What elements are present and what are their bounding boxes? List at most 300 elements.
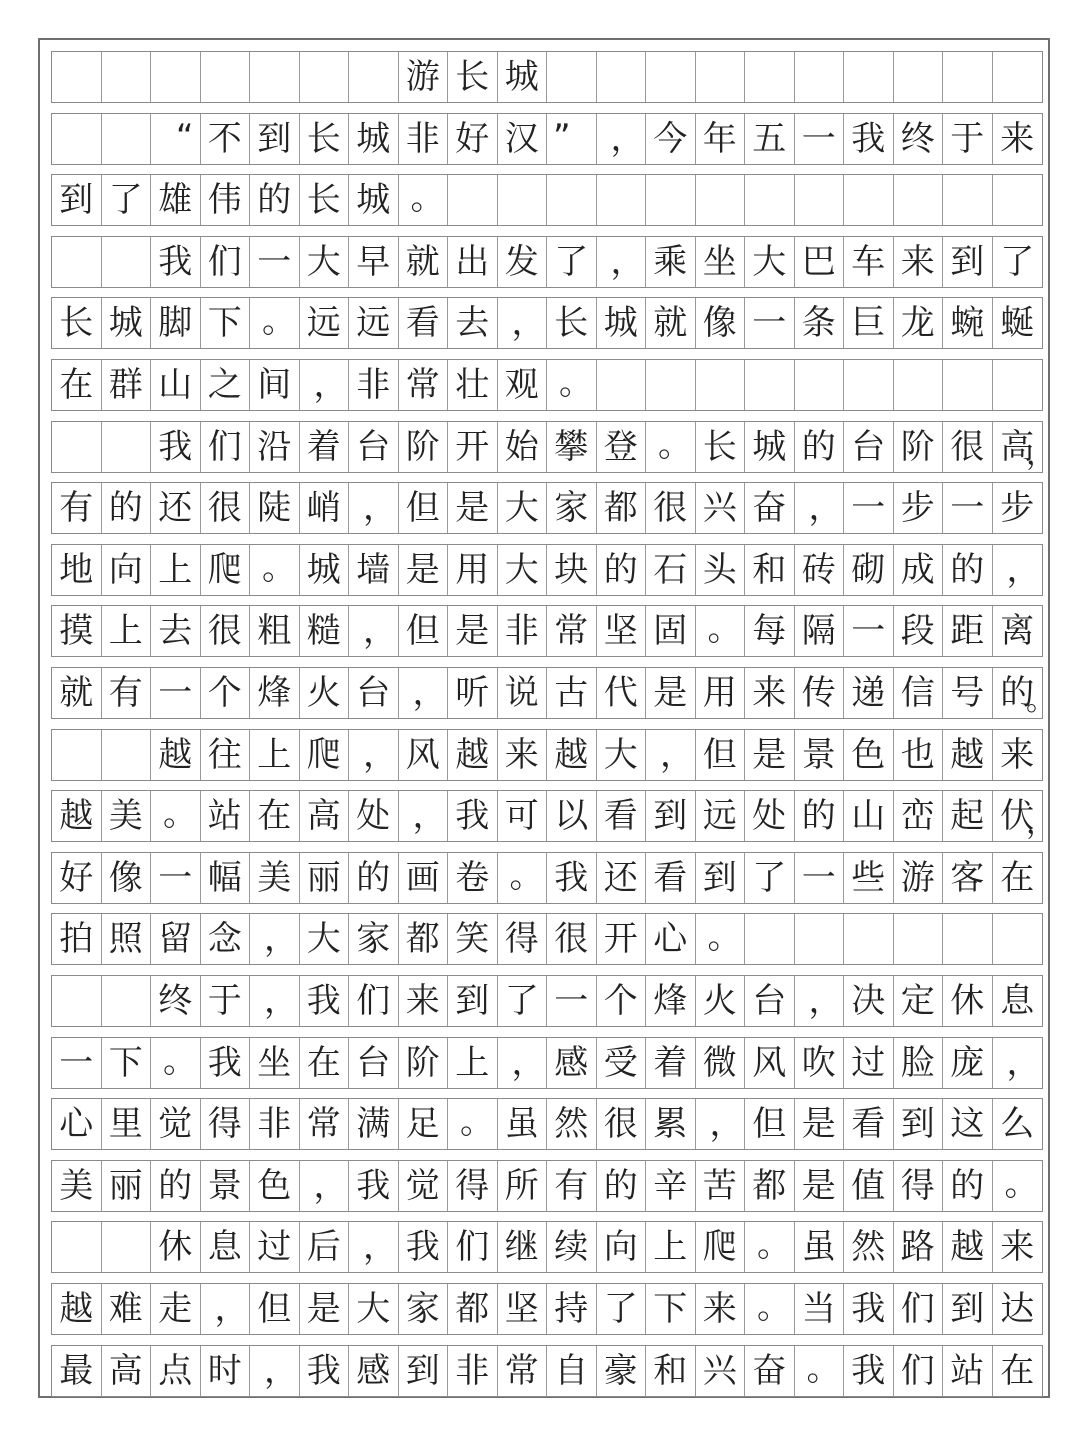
grid-cell: 了 (102, 175, 152, 225)
grid-cell: 休 (151, 1222, 201, 1272)
grid-cell: ， (399, 668, 449, 718)
grid-cell: 车 (844, 237, 894, 287)
grid-cell (52, 730, 102, 780)
grid-cell: 越 (448, 730, 498, 780)
overflow-punctuation: 。 (1026, 683, 1056, 718)
grid-cell: 始 (498, 422, 548, 472)
text-row (51, 1283, 1043, 1335)
grid-cell: 的 (597, 545, 647, 595)
grid-cell: 去 (151, 606, 201, 656)
grid-cell (745, 52, 795, 102)
grid-cell: 以 (547, 791, 597, 841)
grid-cell: 到 (52, 175, 102, 225)
grid-cell: 然 (844, 1222, 894, 1272)
text-row (51, 544, 1043, 596)
grid-cell: 到 (943, 1284, 993, 1334)
text-row (51, 852, 1043, 904)
grid-cell: 得 (498, 914, 548, 964)
grid-cell: 台 (349, 1038, 399, 1088)
grid-cell: 达 (1000, 1289, 1035, 1329)
grid-cell: 起 (943, 791, 993, 841)
grid-cell: 大 (300, 914, 350, 964)
grid-cell: 大 (498, 483, 548, 533)
grid-cell: 汉 (498, 114, 548, 164)
grid-cell: 都 (597, 483, 647, 533)
text-row (51, 790, 1056, 842)
grid-cell: 。 (151, 791, 201, 841)
grid-cell: 续 (547, 1222, 597, 1272)
grid-cell (646, 175, 696, 225)
grid-cell: 们 (201, 237, 251, 287)
grid-cell: 们 (448, 1222, 498, 1272)
grid-cell: 去 (448, 298, 498, 348)
grid-cell: 的 (597, 1161, 647, 1211)
grid-cell: 长 (300, 114, 350, 164)
grid-cell: 好 (52, 853, 102, 903)
text-row (51, 1037, 1043, 1089)
grid-cell: 可 (498, 791, 548, 841)
grid-cell: 城 (102, 298, 152, 348)
grid-cell (102, 52, 152, 102)
grid-cell: 。 (250, 298, 300, 348)
grid-cell: 留 (151, 914, 201, 964)
grid-cell: 之 (201, 360, 251, 410)
grid-cell: 休 (943, 976, 993, 1026)
grid-cell (102, 976, 152, 1026)
grid-cell: 值 (844, 1161, 894, 1211)
grid-cell: 然 (547, 1099, 597, 1149)
grid-cell: 受 (597, 1038, 647, 1088)
grid-cell: 虽 (795, 1222, 845, 1272)
grid-cell: 来 (1000, 734, 1035, 775)
grid-cell: 山 (151, 360, 201, 410)
grid-cell: 过 (844, 1038, 894, 1088)
grid-cell: ， (300, 1161, 350, 1211)
grid-cell: 峭 (300, 483, 350, 533)
grid-cell: 也 (894, 730, 944, 780)
grid-cell: 距 (943, 606, 993, 656)
grid-cell: 我 (844, 114, 894, 164)
grid-cell: 足 (399, 1099, 449, 1149)
grid-cell: 高 ， (1000, 426, 1056, 472)
text-row (51, 113, 1043, 165)
grid-cell: 糙 (300, 606, 350, 656)
grid-cell: 蜒 (1000, 303, 1035, 344)
grid-cell (102, 422, 152, 472)
grid-cell: 远 (300, 298, 350, 348)
grid-cell (696, 175, 746, 225)
grid-cell: ， (795, 976, 845, 1026)
text-row (51, 359, 1043, 411)
text-row (51, 975, 1043, 1027)
grid-cell: 长 (547, 298, 597, 348)
grid-cell: 下 (201, 298, 251, 348)
grid-cell: 一 (250, 237, 300, 287)
grid-cell: 用 (696, 668, 746, 718)
grid-cell: 么 (1000, 1104, 1035, 1145)
grid-cell: 走 (151, 1284, 201, 1334)
grid-cell: 有 (52, 483, 102, 533)
grid-cell: 远 (349, 298, 399, 348)
grid-cell: 了 (1000, 241, 1035, 282)
text-row (51, 174, 1043, 226)
grid-cell: 我 (349, 1161, 399, 1211)
text-row (51, 913, 1043, 965)
grid-cell: 拍 (52, 914, 102, 964)
grid-cell: 当 (795, 1284, 845, 1334)
grid-cell: 是 (795, 1161, 845, 1211)
grid-cell: 累 (646, 1099, 696, 1149)
grid-cell (844, 175, 894, 225)
grid-cell (993, 175, 1043, 225)
grid-cell (52, 52, 102, 102)
grid-cell: ， (597, 114, 647, 164)
grid-cell: 微 (696, 1038, 746, 1088)
grid-cell: 了 (745, 853, 795, 903)
grid-cell (894, 52, 944, 102)
grid-cell: 就 (52, 668, 102, 718)
grid-cell: 看 (597, 791, 647, 841)
grid-cell: 的 (349, 853, 399, 903)
grid-cell: 。 (646, 422, 696, 472)
grid-cell: 游 (894, 853, 944, 903)
grid-cell: 得 (201, 1099, 251, 1149)
grid-cell: 风 (399, 730, 449, 780)
grid-cell: ， (1006, 1042, 1041, 1083)
grid-cell: 一 (151, 668, 201, 718)
grid-cell: 感 (547, 1038, 597, 1088)
grid-cell: 但 (250, 1284, 300, 1334)
grid-cell: 。 (498, 853, 548, 903)
grid-cell: 终 (151, 976, 201, 1026)
grid-cell: 丽 (102, 1161, 152, 1211)
grid-cell: 看 (646, 853, 696, 903)
grid-cell: 于 (943, 114, 993, 164)
grid-cell: 兴 (696, 483, 746, 533)
grid-cell: ， (201, 1284, 251, 1334)
grid-cell: 到 (250, 114, 300, 164)
grid-cell: 时 (201, 1346, 251, 1396)
grid-cell: ， (349, 1222, 399, 1272)
grid-cell: 是 (745, 730, 795, 780)
grid-cell: 一 (745, 298, 795, 348)
grid-cell: ， (696, 1099, 746, 1149)
grid-cell: 很 (646, 483, 696, 533)
grid-cell: 美 (102, 791, 152, 841)
grid-cell: 粗 (250, 606, 300, 656)
grid-cell: 大 (498, 545, 548, 595)
grid-cell (745, 914, 795, 964)
grid-cell: 处 (349, 791, 399, 841)
grid-cell: 烽 (646, 976, 696, 1026)
grid-cell: 一 (547, 976, 597, 1026)
grid-cell (547, 52, 597, 102)
grid-cell: 里 (102, 1099, 152, 1149)
grid-cell: 我 (448, 791, 498, 841)
grid-cell: 石 (646, 545, 696, 595)
grid-cell: 砖 (795, 545, 845, 595)
text-row (51, 1345, 1043, 1397)
grid-cell: 龙 (894, 298, 944, 348)
grid-cell: 攀 (547, 422, 597, 472)
grid-cell: 我 (201, 1038, 251, 1088)
grid-cell: 常 (399, 360, 449, 410)
text-row (51, 729, 1043, 781)
grid-cell: 最 (52, 1346, 102, 1396)
grid-cell: 摸 (52, 606, 102, 656)
grid-cell: 爬 (201, 545, 251, 595)
grid-cell: 爬 (300, 730, 350, 780)
grid-cell: 。 (399, 175, 449, 225)
grid-cell: 家 (547, 483, 597, 533)
grid-cell: 卷 (448, 853, 498, 903)
grid-cell: 号 (943, 668, 993, 718)
grid-cell: 是 (300, 1284, 350, 1334)
grid-cell: 非 (498, 606, 548, 656)
grid-cell: 念 (201, 914, 251, 964)
grid-cell: 。 (696, 914, 746, 964)
grid-cell (52, 237, 102, 287)
grid-cell: ， (1006, 549, 1041, 590)
grid-cell: 和 (745, 545, 795, 595)
title-row (51, 51, 1043, 103)
grid-cell: 到 (646, 791, 696, 841)
grid-cell: 一 (943, 483, 993, 533)
grid-cell: 巨 (844, 298, 894, 348)
grid-cell (894, 175, 944, 225)
grid-cell: 。 (745, 1222, 795, 1272)
grid-cell: 过 (250, 1222, 300, 1272)
manuscript-paper (38, 38, 1056, 1398)
grid-cell: 出 (448, 237, 498, 287)
grid-cell: 风 (745, 1038, 795, 1088)
grid-cell: ， (349, 606, 399, 656)
grid-cell: 长 (52, 298, 102, 348)
grid-cell: 观 (498, 360, 548, 410)
grid-cell (151, 52, 201, 102)
grid-cell (646, 360, 696, 410)
grid-cell: 着 (300, 422, 350, 472)
grid-cell: 步 (1000, 488, 1035, 529)
grid-cell: 这 (943, 1099, 993, 1149)
grid-cell (993, 52, 1043, 102)
grid-cell: 有 (102, 668, 152, 718)
overflow-punctuation: ， (1026, 436, 1056, 472)
grid-cell: 觉 (151, 1099, 201, 1149)
grid-cell: 隔 (795, 606, 845, 656)
grid-cell: 色 (844, 730, 894, 780)
grid-cell: 自 (547, 1346, 597, 1396)
grid-cell: 高 (300, 791, 350, 841)
grid-cell: 越 (52, 1284, 102, 1334)
grid-cell: 于 (201, 976, 251, 1026)
grid-cell: 个 (201, 668, 251, 718)
grid-cell: 不 (201, 114, 251, 164)
grid-cell: 越 (943, 1222, 993, 1272)
grid-cell: 非 (349, 360, 399, 410)
grid-cell: 非 (448, 1346, 498, 1396)
grid-cell: 陡 (250, 483, 300, 533)
grid-cell (597, 52, 647, 102)
grid-cell: 蜿 (943, 298, 993, 348)
grid-cell: 墙 (349, 545, 399, 595)
grid-cell: 都 (399, 914, 449, 964)
grid-cell (201, 52, 251, 102)
grid-cell: 城 (349, 175, 399, 225)
grid-cell: 说 (498, 668, 548, 718)
grid-cell: 爬 (696, 1222, 746, 1272)
grid-cell: 坐 (696, 237, 746, 287)
grid-cell: 的 (102, 483, 152, 533)
grid-cell: 用 (448, 545, 498, 595)
grid-cell: 幅 (201, 853, 251, 903)
grid-cell: 头 (696, 545, 746, 595)
grid-cell: 满 (349, 1099, 399, 1149)
grid-cell: ， (250, 1346, 300, 1396)
grid-cell: ， (597, 237, 647, 287)
grid-cell: 每 (745, 606, 795, 656)
grid-cell: “ (151, 114, 201, 164)
grid-cell (795, 175, 845, 225)
grid-cell: 高 (102, 1346, 152, 1396)
grid-cell: 的 。 (1000, 673, 1056, 718)
grid-cell: 群 (102, 360, 152, 410)
grid-cell (250, 52, 300, 102)
grid-cell (102, 730, 152, 780)
grid-cell: 传 (795, 668, 845, 718)
grid-cell: 站 (943, 1346, 993, 1396)
grid-cell: 长 (448, 52, 498, 102)
grid-cell: 到 (894, 1099, 944, 1149)
grid-cell: 家 (399, 1284, 449, 1334)
grid-cell: 在 (52, 360, 102, 410)
grid-cell: 画 (399, 853, 449, 903)
grid-cell: 地 (52, 545, 102, 595)
grid-cell: 台 (349, 668, 399, 718)
grid-cell: 来 (399, 976, 449, 1026)
text-row (51, 421, 1056, 473)
grid-cell: 一 (52, 1038, 102, 1088)
grid-cell: 到 (696, 853, 746, 903)
grid-cell (993, 360, 1043, 410)
grid-cell (943, 52, 993, 102)
grid-cell: 大 (300, 237, 350, 287)
grid-cell: 就 (399, 237, 449, 287)
grid-cell (844, 914, 894, 964)
grid-cell: 一 (795, 853, 845, 903)
grid-cell: 来 (894, 237, 944, 287)
grid-cell: 一 (844, 606, 894, 656)
grid-cell: 城 (597, 298, 647, 348)
grid-cell: 景 (795, 730, 845, 780)
grid-cell: 游 (399, 52, 449, 102)
grid-cell: 都 (745, 1161, 795, 1211)
grid-cell: 们 (201, 422, 251, 472)
grid-cell: 今 (646, 114, 696, 164)
grid-cell: 到 (399, 1346, 449, 1396)
grid-cell: 步 (894, 483, 944, 533)
grid-cell: 是 (448, 606, 498, 656)
grid-cell: 巴 (795, 237, 845, 287)
grid-cell: 心 (646, 914, 696, 964)
grid-cell: 的 (795, 791, 845, 841)
grid-cell: 越 (547, 730, 597, 780)
grid-cell: 点 (151, 1346, 201, 1396)
grid-cell: 看 (399, 298, 449, 348)
grid-cell: 代 (597, 668, 647, 718)
grid-cell: 段 (894, 606, 944, 656)
grid-cell (448, 175, 498, 225)
grid-cell: 越 (151, 730, 201, 780)
grid-cell: 台 (349, 422, 399, 472)
grid-cell: 雄 (151, 175, 201, 225)
grid-cell: 非 (250, 1099, 300, 1149)
grid-cell (943, 914, 993, 964)
grid-cell: 美 (250, 853, 300, 903)
grid-cell: 城 (745, 422, 795, 472)
grid-cell: 息 (1000, 981, 1035, 1021)
grid-cell: 上 (102, 606, 152, 656)
grid-cell: 伏 ， (1000, 796, 1056, 842)
grid-cell: 烽 (250, 668, 300, 718)
grid-cell: 台 (844, 422, 894, 472)
grid-cell (844, 52, 894, 102)
grid-cell: 脸 (894, 1038, 944, 1088)
grid-cell: 了 (547, 237, 597, 287)
grid-cell: ， (250, 976, 300, 1026)
grid-cell: 难 (102, 1284, 152, 1334)
grid-cell: 坚 (597, 606, 647, 656)
grid-cell: 向 (102, 545, 152, 595)
grid-cell (52, 114, 102, 164)
grid-cell (498, 175, 548, 225)
grid-cell: 开 (597, 914, 647, 964)
grid-cell: 但 (399, 606, 449, 656)
grid-cell: 越 (943, 730, 993, 780)
grid-cell: 往 (201, 730, 251, 780)
grid-cell: 常 (300, 1099, 350, 1149)
grid-cell: 些 (844, 853, 894, 903)
grid-cell: ， (349, 730, 399, 780)
grid-cell: 定 (894, 976, 944, 1026)
grid-cell: ， (498, 1038, 548, 1088)
grid-cell: 丽 (300, 853, 350, 903)
grid-cell: 我 (300, 976, 350, 1026)
grid-cell: 但 (696, 730, 746, 780)
grid-cell: 是 (646, 668, 696, 718)
grid-cell (894, 914, 944, 964)
grid-cell: 的 (250, 175, 300, 225)
grid-cell (646, 52, 696, 102)
grid-cell: 递 (844, 668, 894, 718)
grid-cell: 的 (795, 422, 845, 472)
grid-cell: 长 (696, 422, 746, 472)
grid-cell: 们 (894, 1284, 944, 1334)
grid-cell: 虽 (498, 1099, 548, 1149)
grid-cell: 大 (349, 1284, 399, 1334)
overflow-punctuation: ， (1026, 806, 1056, 842)
grid-cell: 沿 (250, 422, 300, 472)
grid-cell: 有 (547, 1161, 597, 1211)
grid-cell: 看 (844, 1099, 894, 1149)
grid-cell: 常 (498, 1346, 548, 1396)
grid-cell: 远 (696, 791, 746, 841)
grid-cell: 很 (597, 1099, 647, 1149)
grid-cell: 坐 (250, 1038, 300, 1088)
grid-cell: 庞 (943, 1038, 993, 1088)
grid-cell: 是 (795, 1099, 845, 1149)
grid-cell: 决 (844, 976, 894, 1026)
